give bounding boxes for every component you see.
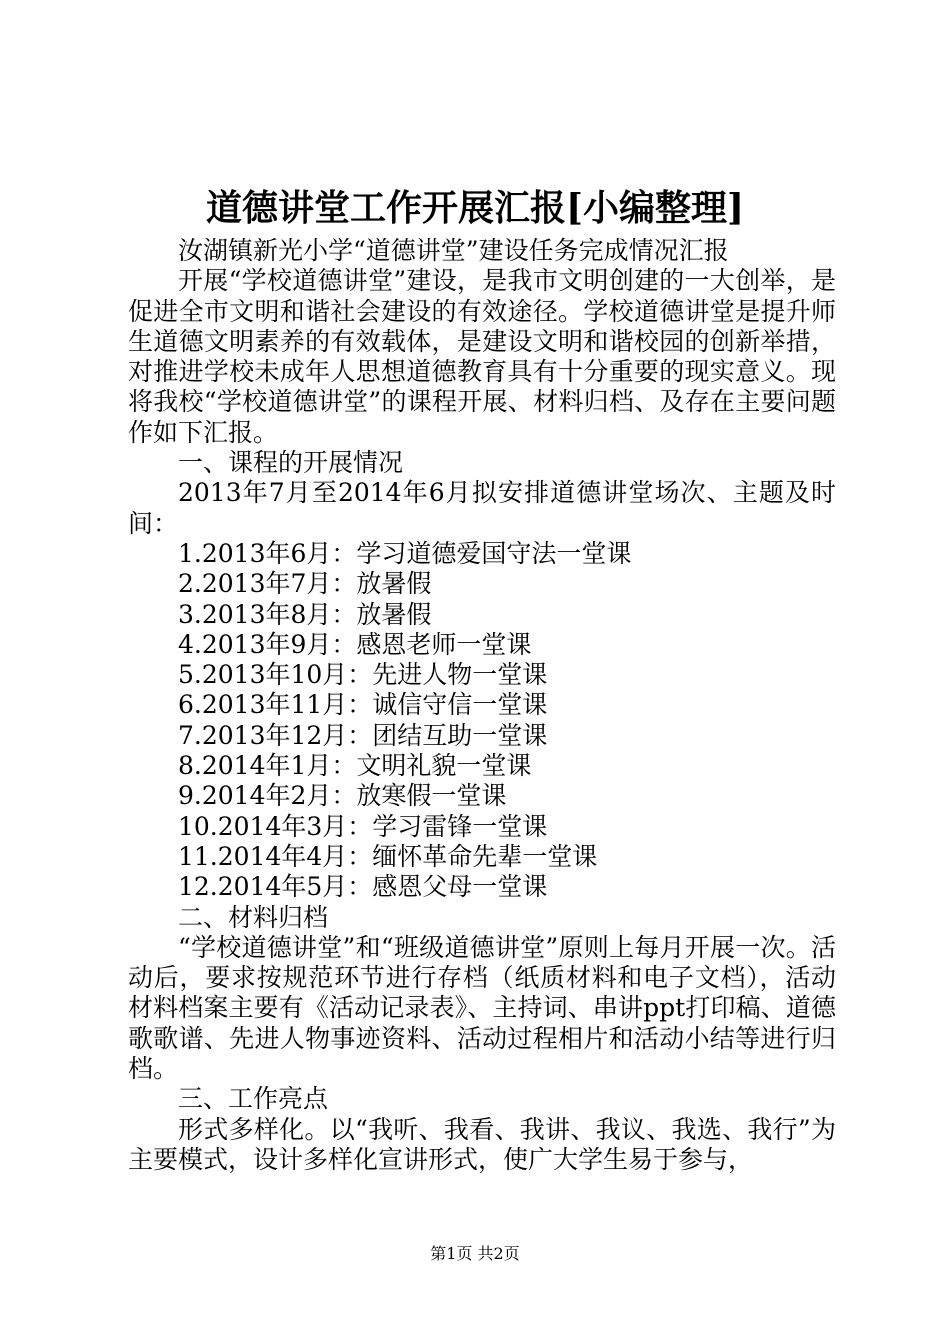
page-footer: 第1页 共2页 — [430, 1244, 520, 1263]
list-item: 7.2013年12月：团结互助一堂课 — [178, 720, 548, 750]
paragraph-subtitle: 汝湖镇新光小学“道德讲堂”建设任务完成情况汇报 — [178, 236, 729, 265]
paragraph-schedule-intro: 2013年7月至2014年6月拟安排道德讲堂场次、主题及时间： — [128, 478, 836, 538]
section-heading-3: 三、工作亮点 — [178, 1084, 329, 1114]
list-item: 6.2013年11月：诚信守信一堂课 — [178, 690, 548, 720]
list-item: 8.2014年1月：文明礼貌一堂课 — [178, 751, 532, 781]
list-item: 1.2013年6月：学习道德爱国守法一堂课 — [178, 538, 632, 568]
list-item: 12.2014年5月：感恩父母一堂课 — [178, 872, 548, 902]
list-item: 11.2014年4月：缅怀革命先辈一堂课 — [178, 841, 598, 871]
paragraph-intro: 开展“学校道德讲堂”建设，是我市文明创建的一大创举，是促进全市文明和谐社会建设的有效途径。学校道德讲堂是提升师生道德文明素养的有效载体，是建设文明和谐校园的创新举措，对推进学校未成年人思想道德教育具有十分重要的现实意义。现将我校“学校道德讲堂”的课程开展、材料归档、及存在主要问题作如下汇报。 — [128, 266, 836, 447]
paragraph-archive: “学校道德讲堂”和“班级道德讲堂”原则上每月开展一次。活动后，要求按规范环节进行存档（纸质材料和电子文档），活动材料档案主要有《活动记录表》、主持词、串讲ppt打印稿、道德歌歌谱、先进人物事迹资料、活动过程相片和活动小结等进行归档。 — [128, 932, 836, 1084]
section-heading-1: 一、课程的开展情况 — [178, 448, 404, 478]
list-item: 5.2013年10月：先进人物一堂课 — [178, 660, 548, 690]
document-body — [128, 236, 836, 1175]
section-heading-2: 二、材料归档 — [178, 902, 329, 932]
document-title: 道德讲堂工作开展汇报[小编整理] — [205, 187, 745, 229]
paragraph-highlights: 形式多样化。以“我听、我看、我讲、我议、我选、我行”为主要模式，设计多样化宣讲形式，使广大学生易于参与， — [128, 1114, 836, 1174]
list-item: 10.2014年3月：学习雷锋一堂课 — [178, 811, 548, 841]
list-item: 9.2014年2月：放寒假一堂课 — [178, 781, 507, 811]
list-item: 4.2013年9月：感恩老师一堂课 — [178, 629, 532, 659]
list-item: 3.2013年8月：放暑假 — [178, 599, 432, 629]
list-item: 2.2013年7月：放暑假 — [178, 569, 432, 599]
